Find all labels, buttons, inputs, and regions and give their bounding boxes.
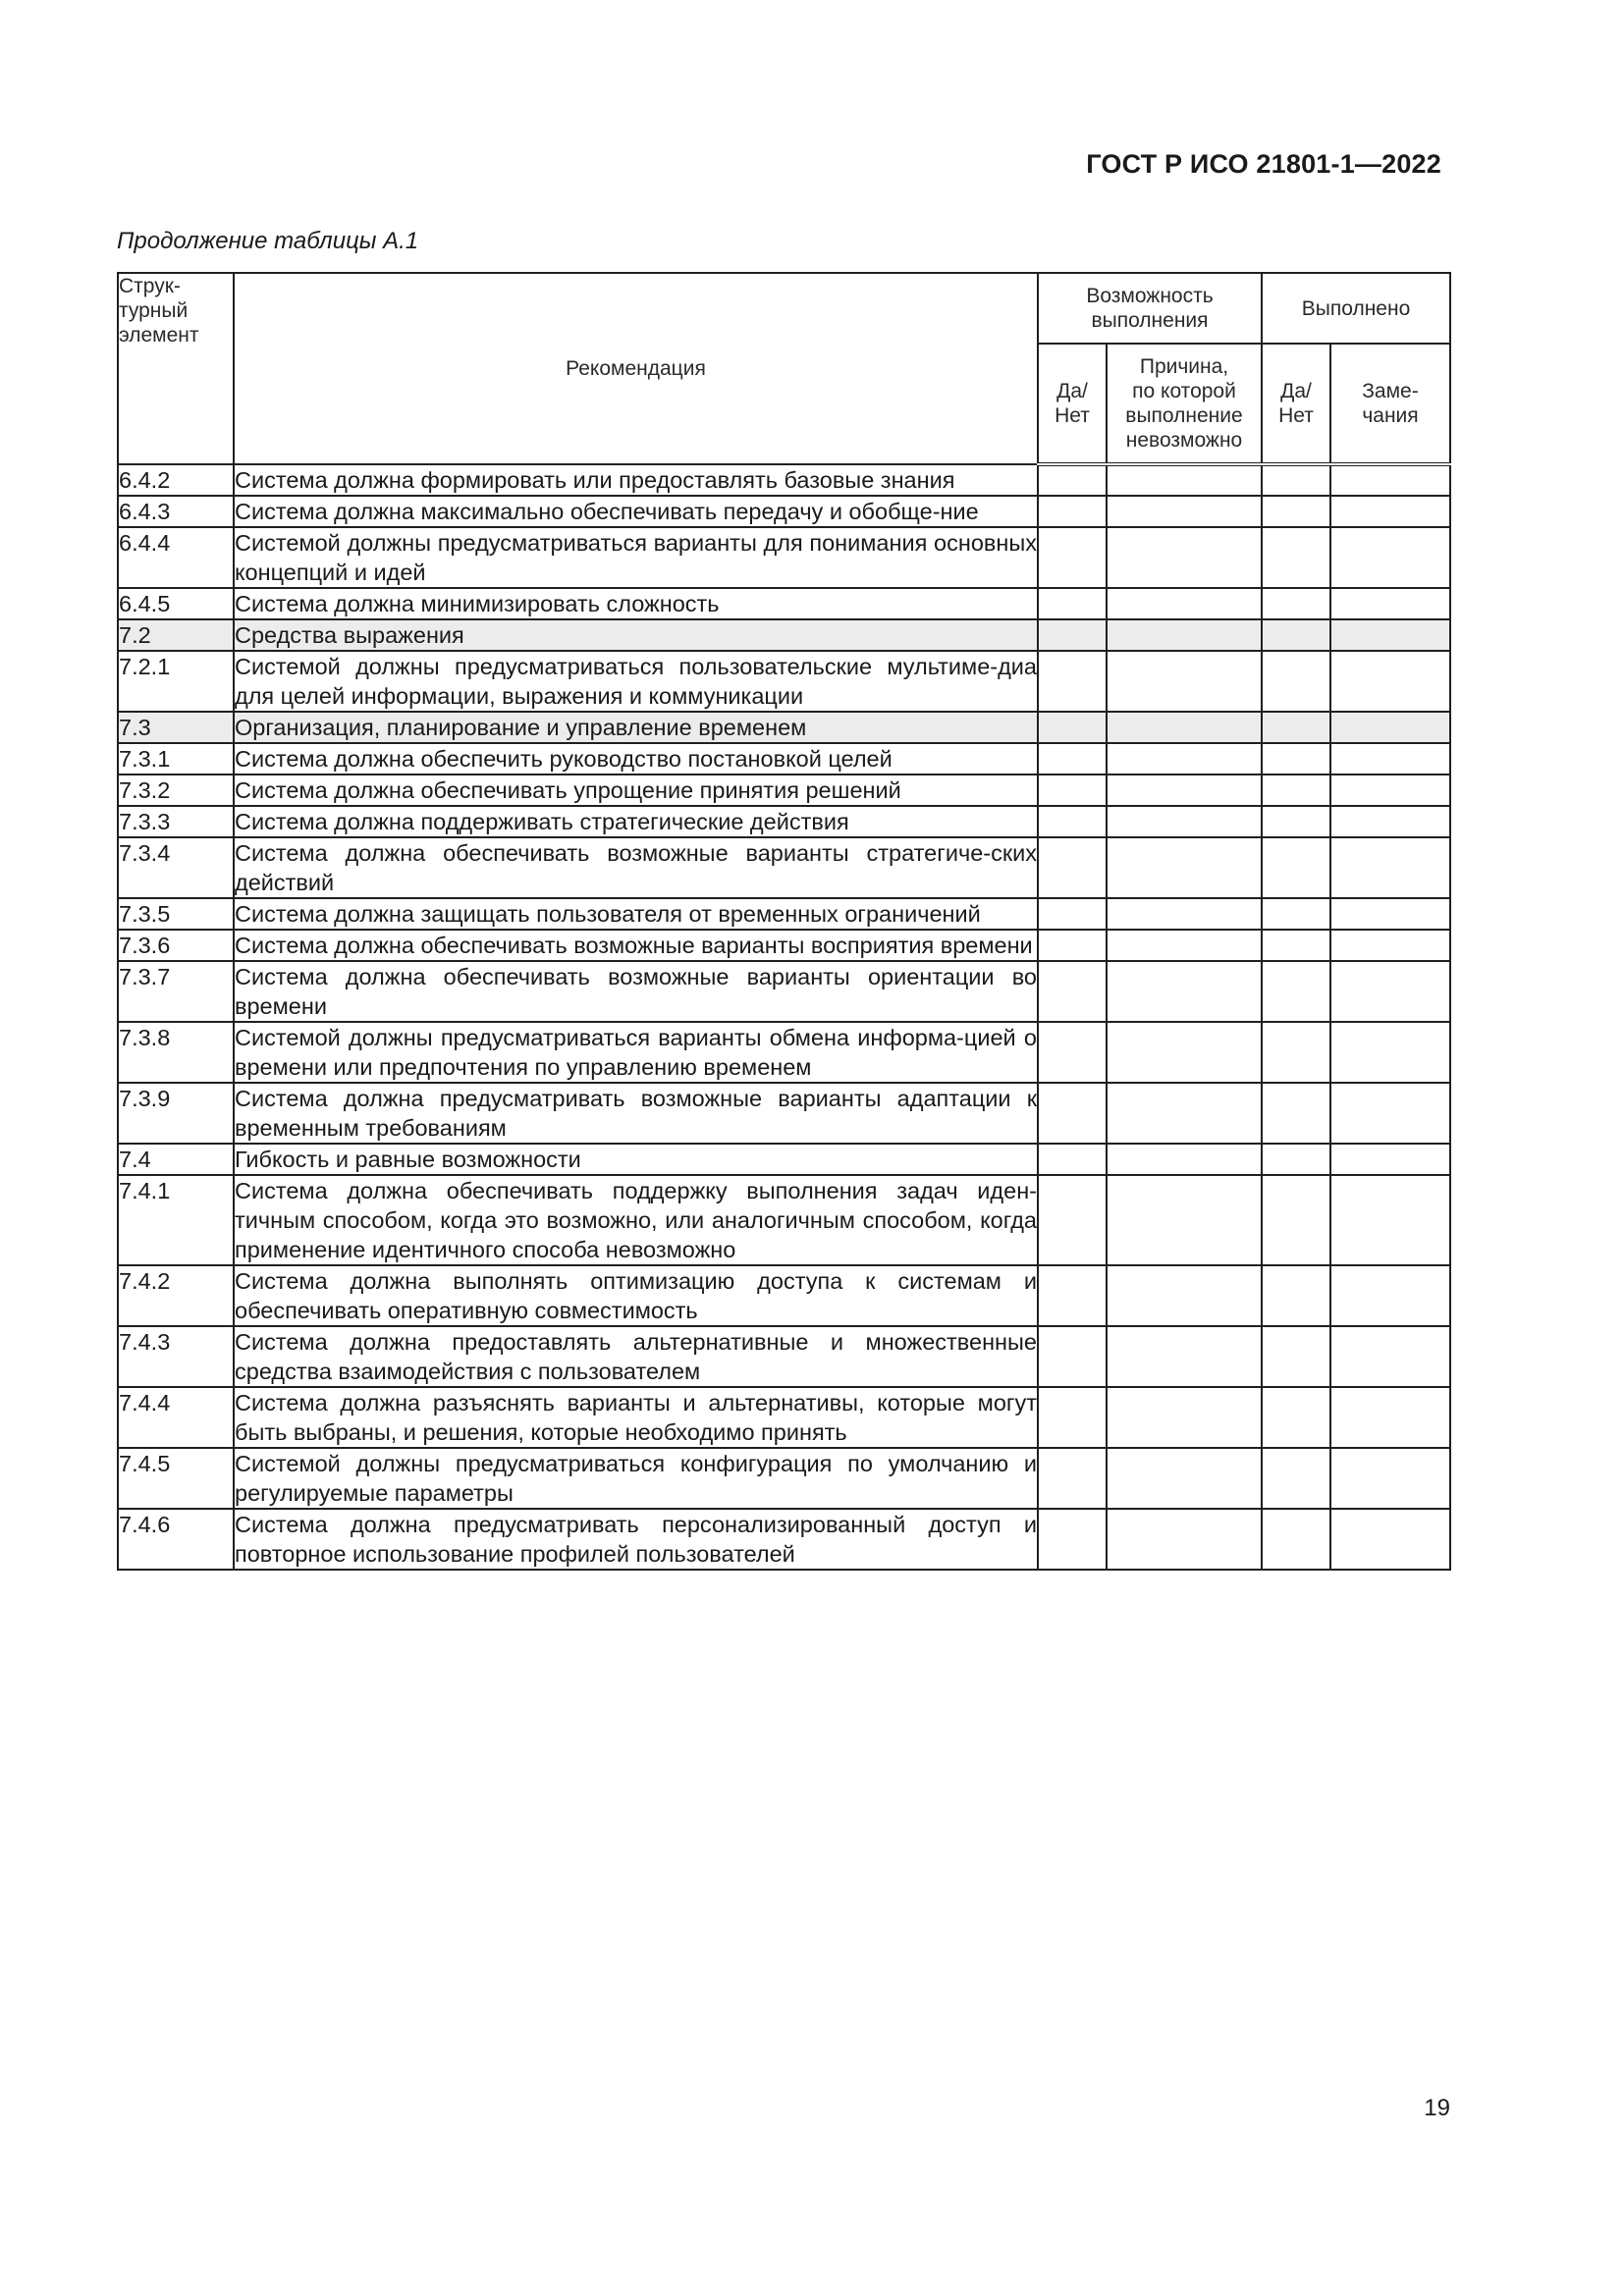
table-row (118, 806, 1450, 837)
remarks-cell[interactable] (1330, 464, 1450, 496)
row-element-code: 6.4.4 (118, 527, 234, 588)
yes-no-done-cell[interactable] (1262, 898, 1330, 930)
remarks-cell[interactable] (1330, 588, 1450, 619)
row-recommendation: Система должна обеспечивать поддержку выполнения задач иден-тичным способом, когда это возможно, или аналогичным способом, когда применение идентичного способа невозможно (234, 1175, 1038, 1265)
yes-no-done-cell[interactable] (1262, 1083, 1330, 1144)
yes-no-possibility-cell[interactable] (1038, 961, 1107, 1022)
table-body (118, 464, 1450, 1570)
reason-cell[interactable] (1107, 619, 1262, 651)
remarks-cell[interactable] (1330, 712, 1450, 743)
remarks-cell[interactable] (1330, 527, 1450, 588)
table-row (118, 1144, 1450, 1175)
reason-cell[interactable] (1107, 712, 1262, 743)
row-recommendation: Система должна предусматривать возможные варианты адаптации к временным требованиям (234, 1083, 1038, 1144)
yes-no-done-cell[interactable] (1262, 837, 1330, 898)
row-element-code: 7.4.5 (118, 1448, 234, 1509)
yes-no-done-cell[interactable] (1262, 619, 1330, 651)
yes-no-done-cell[interactable] (1262, 774, 1330, 806)
yes-no-done-cell[interactable] (1262, 1326, 1330, 1387)
table-row (118, 527, 1450, 588)
row-recommendation: Система должна обеспечить руководство постановкой целей (234, 743, 1038, 774)
remarks-cell[interactable] (1330, 496, 1450, 527)
row-recommendation: Система должна предусматривать персонализированный доступ и повторное использование профилей пользователей (234, 1509, 1038, 1570)
row-recommendation: Система должна разъяснять варианты и альтернативы, которые могут быть выбраны, и решения, которые необходимо принять (234, 1387, 1038, 1448)
table-row (118, 837, 1450, 898)
row-element-code: 7.3.2 (118, 774, 234, 806)
reason-cell[interactable] (1107, 496, 1262, 527)
row-element-code: 6.4.2 (118, 464, 234, 496)
yes-no-done-cell[interactable] (1262, 1144, 1330, 1175)
row-recommendation: Системой должны предусматриваться варианты обмена информа-цией о времени или предпочтения по управлению временем (234, 1022, 1038, 1083)
yes-no-possibility-cell[interactable] (1038, 651, 1107, 712)
row-recommendation: Системой должны предусматриваться пользовательские мультиме-диа для целей информации, выражения и коммуникации (234, 651, 1038, 712)
remarks-cell[interactable] (1330, 619, 1450, 651)
table-row (118, 712, 1450, 743)
yes-no-possibility-cell[interactable] (1038, 588, 1107, 619)
reason-cell[interactable] (1107, 1326, 1262, 1387)
header-yes-no-possibility (1038, 344, 1107, 464)
yes-no-possibility-cell[interactable] (1038, 1265, 1107, 1326)
yes-no-done-cell[interactable] (1262, 961, 1330, 1022)
remarks-cell[interactable] (1330, 1022, 1450, 1083)
yes-no-possibility-cell[interactable] (1038, 619, 1107, 651)
yes-no-possibility-cell[interactable] (1038, 464, 1107, 496)
table-row (118, 743, 1450, 774)
page-number: 19 (1424, 2095, 1450, 2121)
reason-cell[interactable] (1107, 1509, 1262, 1570)
header-reason-label: Причина, по которой выполнение невозможно (1125, 355, 1243, 452)
yes-no-possibility-cell[interactable] (1038, 837, 1107, 898)
row-element-code: 7.3.3 (118, 806, 234, 837)
header-element-label: Струк- турный элемент (119, 275, 199, 347)
row-element-code: 7.4.3 (118, 1326, 234, 1387)
reason-cell[interactable] (1107, 1265, 1262, 1326)
table-row (118, 898, 1450, 930)
reason-cell[interactable] (1107, 1175, 1262, 1265)
row-element-code: 7.3.4 (118, 837, 234, 898)
header-done (1262, 273, 1450, 344)
reason-cell[interactable] (1107, 898, 1262, 930)
row-recommendation: Система должна обеспечивать возможные варианты ориентации во времени (234, 961, 1038, 1022)
row-recommendation: Система должна поддерживать стратегические действия (234, 806, 1038, 837)
remarks-cell[interactable] (1330, 1265, 1450, 1326)
table-row (118, 588, 1450, 619)
header-element (118, 273, 234, 464)
reason-cell[interactable] (1107, 464, 1262, 496)
yes-no-possibility-cell[interactable] (1038, 898, 1107, 930)
reason-cell[interactable] (1107, 1083, 1262, 1144)
remarks-cell[interactable] (1330, 961, 1450, 1022)
header-possibility-label: Возможность выполнения (1086, 285, 1214, 332)
remarks-cell[interactable] (1330, 1175, 1450, 1265)
yes-no-possibility-cell[interactable] (1038, 1448, 1107, 1509)
reason-cell[interactable] (1107, 1144, 1262, 1175)
row-element-code: 7.4.2 (118, 1265, 234, 1326)
reason-cell[interactable] (1107, 527, 1262, 588)
row-recommendation: Система должна обеспечивать возможные варианты стратегиче-ских действий (234, 837, 1038, 898)
reason-cell[interactable] (1107, 930, 1262, 961)
header-done-label: Выполнено (1301, 296, 1411, 320)
yes-no-done-cell[interactable] (1262, 1387, 1330, 1448)
row-element-code: 7.3.8 (118, 1022, 234, 1083)
table-row (118, 1083, 1450, 1144)
table-row (118, 651, 1450, 712)
remarks-cell[interactable] (1330, 1326, 1450, 1387)
yes-no-done-cell[interactable] (1262, 743, 1330, 774)
yes-no-possibility-cell[interactable] (1038, 1144, 1107, 1175)
row-recommendation: Система должна защищать пользователя от временных ограничений (234, 898, 1038, 930)
row-element-code: 7.3.5 (118, 898, 234, 930)
row-recommendation: Средства выражения (234, 619, 1038, 651)
table-row (118, 619, 1450, 651)
yes-no-possibility-cell[interactable] (1038, 1022, 1107, 1083)
table-row (118, 1175, 1450, 1265)
remarks-cell[interactable] (1330, 1448, 1450, 1509)
row-element-code: 7.3.1 (118, 743, 234, 774)
row-recommendation: Система должна максимально обеспечивать передачу и обобще-ние (234, 496, 1038, 527)
yes-no-done-cell[interactable] (1262, 464, 1330, 496)
header-reason (1107, 344, 1262, 464)
reason-cell[interactable] (1107, 651, 1262, 712)
row-recommendation: Системой должны предусматриваться конфигурация по умолчанию и регулируемые параметры (234, 1448, 1038, 1509)
row-element-code: 7.4.1 (118, 1175, 234, 1265)
remarks-cell[interactable] (1330, 837, 1450, 898)
yes-no-possibility-cell[interactable] (1038, 743, 1107, 774)
remarks-cell[interactable] (1330, 774, 1450, 806)
row-recommendation: Система должна минимизировать сложность (234, 588, 1038, 619)
row-element-code: 6.4.3 (118, 496, 234, 527)
remarks-cell[interactable] (1330, 743, 1450, 774)
yes-no-possibility-cell[interactable] (1038, 1509, 1107, 1570)
yes-no-done-cell[interactable] (1262, 588, 1330, 619)
row-recommendation: Организация, планирование и управление временем (234, 712, 1038, 743)
reason-cell[interactable] (1107, 806, 1262, 837)
row-element-code: 7.3 (118, 712, 234, 743)
yes-no-possibility-cell[interactable] (1038, 712, 1107, 743)
yes-no-possibility-cell[interactable] (1038, 774, 1107, 806)
yes-no-possibility-cell[interactable] (1038, 930, 1107, 961)
table-row (118, 1448, 1450, 1509)
remarks-cell[interactable] (1330, 1083, 1450, 1144)
yes-no-possibility-cell[interactable] (1038, 1326, 1107, 1387)
table-row (118, 1509, 1450, 1570)
header-recommendation-label: Рекомендация (566, 357, 706, 380)
yes-no-done-cell[interactable] (1262, 1175, 1330, 1265)
reason-cell[interactable] (1107, 774, 1262, 806)
remarks-cell[interactable] (1330, 930, 1450, 961)
table-row (118, 1387, 1450, 1448)
table-row (118, 961, 1450, 1022)
reason-cell[interactable] (1107, 743, 1262, 774)
yes-no-done-cell[interactable] (1262, 712, 1330, 743)
row-element-code: 6.4.5 (118, 588, 234, 619)
row-element-code: 7.3.6 (118, 930, 234, 961)
table-row (118, 774, 1450, 806)
header-yes-no-done (1262, 344, 1330, 464)
reason-cell[interactable] (1107, 1387, 1262, 1448)
yes-no-done-cell[interactable] (1262, 496, 1330, 527)
remarks-cell[interactable] (1330, 1387, 1450, 1448)
reason-cell[interactable] (1107, 837, 1262, 898)
table-row (118, 464, 1450, 496)
yes-no-possibility-cell[interactable] (1038, 806, 1107, 837)
header-possibility (1038, 273, 1262, 344)
header-yes-no-done-label: Да/ Нет (1278, 380, 1314, 427)
reason-cell[interactable] (1107, 588, 1262, 619)
reason-cell[interactable] (1107, 1022, 1262, 1083)
remarks-cell[interactable] (1330, 1144, 1450, 1175)
yes-no-possibility-cell[interactable] (1038, 1175, 1107, 1265)
yes-no-done-cell[interactable] (1262, 1448, 1330, 1509)
remarks-cell[interactable] (1330, 1509, 1450, 1570)
reason-cell[interactable] (1107, 1448, 1262, 1509)
table-caption: Продолжение таблицы А.1 (117, 228, 419, 254)
row-element-code: 7.4 (118, 1144, 234, 1175)
row-recommendation: Система должна обеспечивать упрощение принятия решений (234, 774, 1038, 806)
yes-no-possibility-cell[interactable] (1038, 527, 1107, 588)
remarks-cell[interactable] (1330, 651, 1450, 712)
remarks-cell[interactable] (1330, 898, 1450, 930)
yes-no-possibility-cell[interactable] (1038, 1387, 1107, 1448)
row-recommendation: Система должна предоставлять альтернативные и множественные средства взаимодействия с пользователем (234, 1326, 1038, 1387)
header-remarks (1330, 344, 1450, 464)
header-recommendation (234, 273, 1038, 464)
row-recommendation: Системой должны предусматриваться варианты для понимания основных концепций и идей (234, 527, 1038, 588)
row-recommendation: Система должна формировать или предоставлять базовые знания (234, 464, 1038, 496)
yes-no-done-cell[interactable] (1262, 527, 1330, 588)
yes-no-done-cell[interactable] (1262, 806, 1330, 837)
row-element-code: 7.3.9 (118, 1083, 234, 1144)
row-element-code: 7.4.6 (118, 1509, 234, 1570)
row-element-code: 7.2.1 (118, 651, 234, 712)
yes-no-done-cell[interactable] (1262, 1022, 1330, 1083)
yes-no-done-cell[interactable] (1262, 1265, 1330, 1326)
row-recommendation: Система должна обеспечивать возможные варианты восприятия времени (234, 930, 1038, 961)
row-element-code: 7.4.4 (118, 1387, 234, 1448)
header-yes-no-possibility-label: Да/ Нет (1055, 380, 1090, 427)
standard-code: ГОСТ Р ИСО 21801-1—2022 (1086, 149, 1441, 179)
yes-no-possibility-cell[interactable] (1038, 1083, 1107, 1144)
table-row (118, 1022, 1450, 1083)
remarks-cell[interactable] (1330, 806, 1450, 837)
table-row (118, 1326, 1450, 1387)
table-row (118, 930, 1450, 961)
recommendations-table (117, 272, 1451, 1571)
yes-no-possibility-cell[interactable] (1038, 496, 1107, 527)
table-row (118, 496, 1450, 527)
row-recommendation: Гибкость и равные возможности (234, 1144, 1038, 1175)
row-element-code: 7.3.7 (118, 961, 234, 1022)
header-remarks-label: Заме- чания (1362, 380, 1419, 427)
yes-no-done-cell[interactable] (1262, 1509, 1330, 1570)
yes-no-done-cell[interactable] (1262, 651, 1330, 712)
table-row (118, 1265, 1450, 1326)
row-element-code: 7.2 (118, 619, 234, 651)
row-recommendation: Система должна выполнять оптимизацию доступа к системам и обеспечивать оперативную совместимость (234, 1265, 1038, 1326)
yes-no-done-cell[interactable] (1262, 930, 1330, 961)
reason-cell[interactable] (1107, 961, 1262, 1022)
